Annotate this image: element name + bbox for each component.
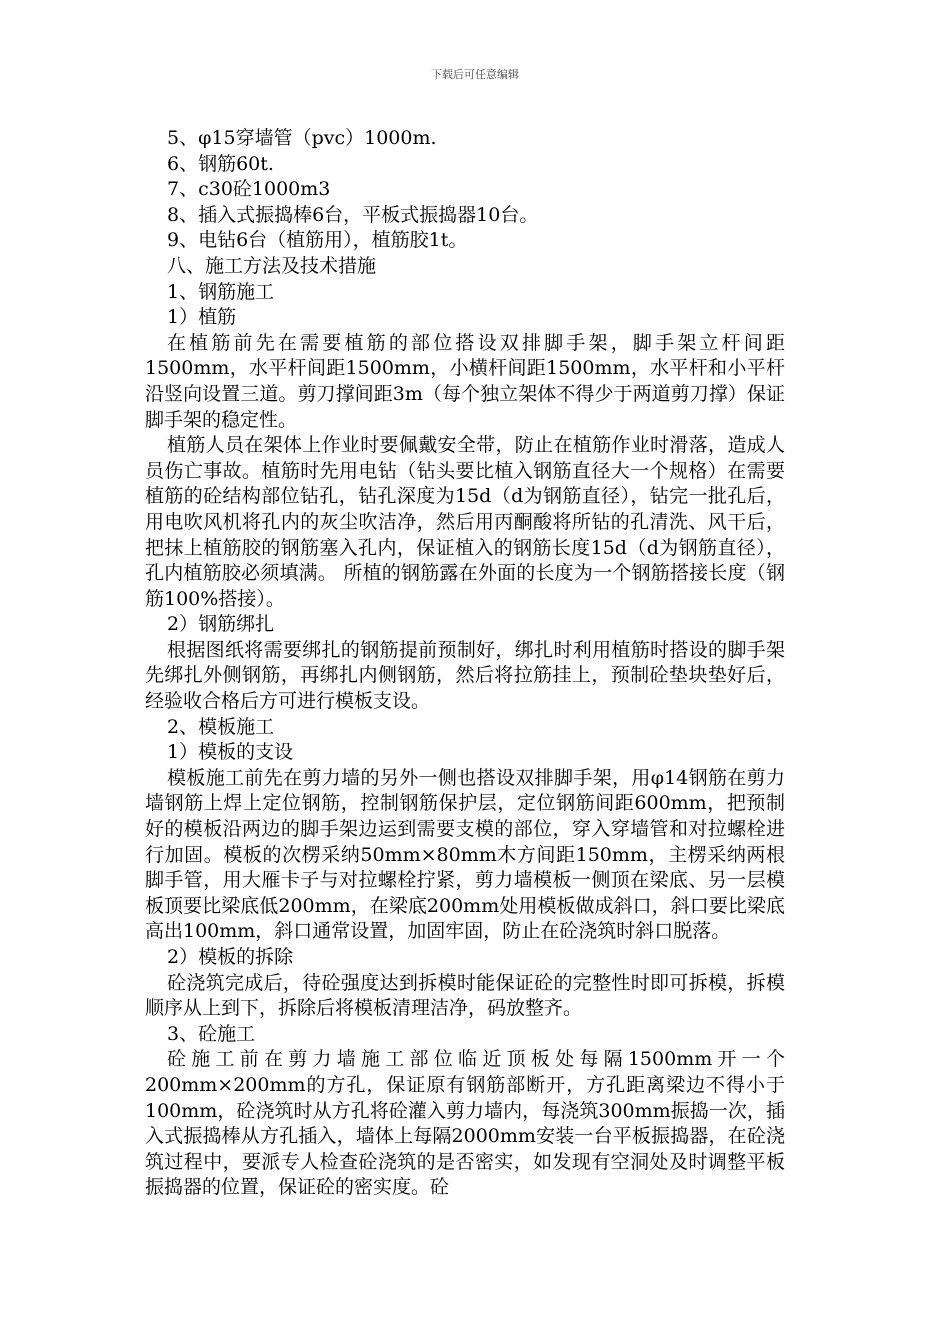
paragraph-scaffold: 在植筋前先在需要植筋的部位搭设双排脚手架，脚手架立杆间距1500mm，水平杆间距1500mm，小横杆间距1500mm，水平杆和小平杆沿竖向设置三道。剪刀撑间距3m（每个独立架体不得少于两道剪刀撑）保证脚手架的稳定性。 bbox=[145, 331, 785, 431]
list-item-concrete: 7、c30砼1000m3 bbox=[167, 178, 331, 201]
subsection-heading-concrete: 3、砼施工 bbox=[167, 1022, 256, 1045]
list-item-vibrators: 8、插入式振捣棒6台，平板式振捣器10台。 bbox=[167, 203, 539, 226]
header-note: 下载后可任意编辑 bbox=[431, 68, 519, 81]
sub-heading-formwork-removal: 2）模板的拆除 bbox=[167, 946, 294, 968]
list-item-drills: 9、电钻6台（植筋用），植筋胶1t。 bbox=[167, 229, 468, 252]
subsection-heading-rebar: 1、钢筋施工 bbox=[167, 280, 275, 303]
subsection-heading-formwork: 2、模板施工 bbox=[167, 715, 275, 738]
sub-heading-planting: 1）植筋 bbox=[167, 306, 237, 329]
sub-heading-formwork-setup: 1）模板的支设 bbox=[167, 741, 294, 764]
paragraph-planting-procedure: 植筋人员在架体上作业时要佩戴安全带，防止在植筋作业时滑落，造成人员伤亡事故。植筋时先用电钻（钻头要比植入钢筋直径大一个规格）在需要植筋的砼结构部位钻孔，钻孔深度为15d（d为钢筋直径），钻完一批孔后，用电吹风机将孔内的灰尘吹洁净，然后用丙酮酸将所钻的孔清洗、风干后，把抹上植筋胶的钢筋塞入孔内，保证植入的钢筋长度15d（d为钢筋直径），孔内植筋胶必须填满。 所植的钢筋露在外面的长度为一个钢筋搭接长度（钢筋100%搭接）。 bbox=[145, 434, 785, 610]
section-heading-methods: 八、施工方法及技术措施 bbox=[167, 254, 377, 277]
paragraph-binding: 根据图纸将需要绑扎的钢筋提前预制好，绑扎时利用植筋时搭设的脚手架先绑扎外侧钢筋，再绑扎内侧钢筋，然后将拉筋挂上，预制砼垫块垫好后，经验收合格后方可进行模板支设。 bbox=[145, 638, 785, 713]
paragraph-formwork-setup: 模板施工前先在剪力墙的另外一侧也搭设双排脚手架，用φ14钢筋在剪力墙钢筋上焊上定位钢筋，控制钢筋保护层，定位钢筋间距600mm，把预制好的模板沿两边的脚手架边运到需要支模的部位，穿入穿墙管和对拉螺栓进行加固。模板的次楞采纳50mm×80mm木方间距150mm，主楞采纳两根脚手管，用大雁卡子与对拉螺栓拧紧，剪力墙模板一侧顶在梁底、另一层模板顶要比梁底低200mm，在梁底200mm处用模板做成斜口，斜口要比梁底高出100mm，斜口通常设置，加固牢固，防止在砼浇筑时斜口脱落。 bbox=[145, 766, 785, 943]
paragraph-formwork-removal: 砼浇筑完成后，待砼强度达到拆模时能保证砼的完整性时即可拆模，拆模顺序从上到下，拆除后将模板清理洁净，码放整齐。 bbox=[145, 971, 785, 1020]
document-body bbox=[145, 126, 785, 1201]
paragraph-concrete: 砼施工前在剪力墙施工部位临近顶板处每隔1500mm开一个200mm×200mm的方孔，保证原有钢筋部断开，方孔距离梁边不得小于100mm，砼浇筑时从方孔将砼灌入剪力墙内，每浇筑300mm振捣一次，插入式振捣棒从方孔插入，墙体上每隔2000mm安装一台平板振捣器，在砼浇筑过程中，要派专人检查砼浇筑的是否密实，如发现有空洞处及时调整平板振捣器的位置，保证砼的密实度。砼 bbox=[145, 1048, 785, 1199]
list-item-pvc-pipe: 5、φ15穿墙管（pvc）1000m. bbox=[167, 127, 437, 149]
sub-heading-binding: 2）钢筋绑扎 bbox=[167, 613, 275, 636]
list-item-rebar: 6、钢筋60t. bbox=[167, 152, 274, 175]
